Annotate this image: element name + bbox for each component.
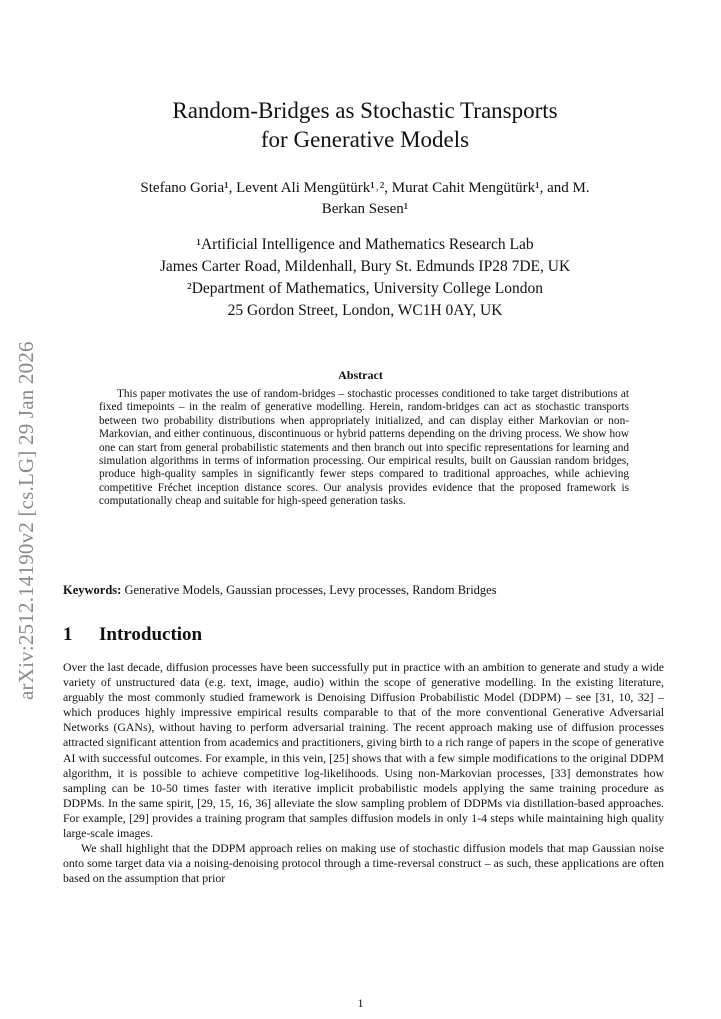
author-list (70, 178, 660, 220)
authors-line-2: Berkan Sesen¹ (321, 201, 409, 217)
paragraph: We shall highlight that the DDPM approach relies on making use of stochastic diffusion models that map Gaussian noise onto some target data via a noising-denoising protocol through a time-reversal construct – as such, these applications are often based on the assumption that prior (63, 841, 664, 886)
paragraph: Over the last decade, diffusion processes have been successfully put in practice with an ambition to generate and study a wide variety of unstructured data (e.g. text, image, audio) within the scope of generative modelling. In the existing literature, arguably the most commonly studied framework is Denoising Diffusion Probabilistic Model (DDPM) – see [31, 10, 32] – which produces highly impressive empirical results comparable to that of the more conventional Generative Adversarial Networks (GANs), without having to perform adversarial training. The recent approach making use of diffusion processes attracted significant attention from academics and practitioners, giving birth to a rich range of papers in the scope of generative AI with successful outcomes. For example, in this vein, [25] shows that with a few simple modifications to the original DDPM algorithm, it is possible to achieve competitive log-likelihoods. Using non-Markovian processes, [33] demonstrates how sampling can be 10-50 times faster with iterative implicit probabilistic models applying the same training procedure as DDPMs. In the same spirit, [29, 15, 16, 36] alleviate the slow sampling problem of DDPMs via distillation-based approaches. For example, [29] provides a training program that samples diffusion models in only 1-4 steps while maintaining high quality large-scale images. (63, 660, 664, 841)
affiliation-line: 25 Gordon Street, London, WC1H 0AY, UK (227, 302, 503, 319)
section-heading (63, 624, 202, 646)
keywords-label: Keywords: (63, 583, 122, 597)
abstract-text: This paper motivates the use of random-bridges – stochastic processes conditioned to take target distributions at fixed timepoints – in the realm of generative modelling. Herein, random-bridges can act as stochastic transports between two probability distributions when appropriately initialized, and can display either Markovian or non-Markovian, and either continuous, discontinuous or hybrid patterns depending on the driving process. We show how one can start from general probabilistic statements and then branch out into specific representations for learning and simulation algorithms in terms of information processing. Our empirical results, built on Gaussian random bridges, produce high-quality samples in significantly fewer steps compared to traditional approaches, while achieving competitive Fréchet inception distance scores. Our analysis provides evidence that the proposed framework is computationally cheap and suitable for high-speed generation tasks. (99, 388, 629, 508)
affiliation-line: ²Department of Mathematics, University College London (187, 280, 543, 297)
section-number: 1 (63, 624, 73, 645)
title-line-2: for Generative Models (260, 127, 470, 152)
page-number: 1 (357, 996, 364, 1010)
introduction-body (63, 660, 664, 886)
affiliation-line: James Carter Road, Mildenhall, Bury St. Edmunds IP28 7DE, UK (159, 258, 571, 275)
affiliation-line: ¹Artificial Intelligence and Mathematics Research Lab (196, 236, 534, 253)
keywords (63, 583, 663, 598)
arxiv-stamp (14, 300, 54, 700)
abstract-heading: Abstract (338, 368, 383, 382)
abstract (99, 388, 629, 509)
paper-title (60, 96, 670, 154)
keywords-text: Generative Models, Gaussian processes, Levy processes, Random Bridges (124, 583, 497, 597)
affiliations (70, 234, 660, 322)
section-title: Introduction (99, 624, 203, 645)
authors-line-1: Stefano Goria¹, Levent Ali Mengütürk¹˒², Murat Cahit Mengütürk¹, and M. (140, 180, 590, 196)
title-line-1: Random-Bridges as Stochastic Transports (172, 98, 558, 123)
arxiv-identifier: arXiv:2512.14190v2 [cs.LG] 29 Jan 2026 (14, 341, 38, 700)
